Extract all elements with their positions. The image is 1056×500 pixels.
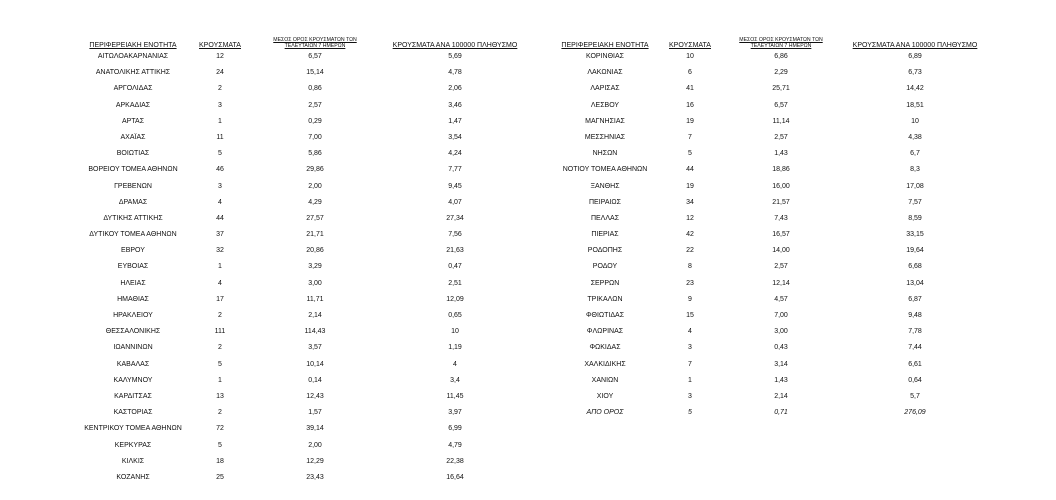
avg7-cell: 21,57 [772, 198, 790, 206]
region-cell: ΜΑΓΝΗΣΙΑΣ [585, 117, 625, 125]
avg7-cell: 4,29 [308, 198, 322, 206]
table-row [48, 357, 516, 373]
cases-cell: 72 [216, 425, 224, 433]
cases-cell: 42 [686, 231, 694, 239]
table-row [520, 162, 980, 178]
avg7-cell: 3,00 [308, 279, 322, 287]
avg7-cell: 3,57 [308, 344, 322, 352]
header-region: ΠΕΡΙΦΕΡΕΙΑΚΗ ΕΝΟΤΗΤΑ [561, 42, 649, 49]
avg7-cell: 18,86 [772, 166, 790, 174]
per100k-cell: 0,47 [448, 263, 462, 271]
per100k-cell: 2,06 [448, 85, 462, 93]
per100k-cell: 17,08 [906, 182, 924, 190]
cases-cell: 13 [216, 392, 224, 400]
per100k-cell: 6,87 [908, 295, 922, 303]
avg7-cell: 12,29 [306, 457, 324, 465]
cases-cell: 18 [216, 457, 224, 465]
avg7-cell: 0,43 [774, 344, 788, 352]
header-avg7-line2: ΤΕΛΕΥΤΑΙΩΝ 7 ΗΜΕΡΩΝ [284, 43, 346, 49]
avg7-cell: 3,14 [774, 360, 788, 368]
per100k-cell: 6,61 [908, 360, 922, 368]
header-avg7-line2: ΤΕΛΕΥΤΑΙΩΝ 7 ΗΜΕΡΩΝ [750, 43, 812, 49]
cases-cell: 32 [216, 247, 224, 255]
per100k-cell: 7,56 [448, 231, 462, 239]
table-row [520, 146, 980, 162]
region-cell: ΦΛΩΡΙΝΑΣ [586, 328, 624, 336]
header-per100k: ΚΡΟΥΣΜΑΤΑ ΑΝΑ 100000 ΠΛΗΘΥΣΜΟ [852, 42, 978, 49]
region-cell: ΧΙΟΥ [596, 392, 614, 400]
table-row [520, 292, 980, 308]
region-cell: ΑΡΓΟΛΙΔΑΣ [113, 85, 153, 93]
cases-cell: 3 [218, 101, 222, 109]
region-cell: ΝΗΣΩΝ [592, 150, 618, 158]
region-cell: ΓΡΕΒΕΝΩΝ [114, 182, 152, 190]
per100k-cell: 1,47 [448, 117, 462, 125]
avg7-cell: 4,57 [774, 295, 788, 303]
per100k-cell: 10 [911, 117, 919, 125]
table-row [520, 340, 980, 356]
per100k-cell: 6,73 [908, 69, 922, 77]
avg7-cell: 25,71 [772, 85, 790, 93]
region-cell: ΞΑΝΘΗΣ [590, 182, 620, 190]
cases-cell: 3 [688, 392, 692, 400]
per100k-cell: 1,19 [448, 344, 462, 352]
region-cell: ΕΥΒΟΙΑΣ [117, 263, 149, 271]
per100k-cell: 5,7 [910, 392, 920, 400]
avg7-cell: 1,43 [774, 376, 788, 384]
region-cell: ΗΛΕΙΑΣ [120, 279, 146, 287]
per100k-cell: 22,38 [446, 457, 464, 465]
cases-cell: 37 [216, 231, 224, 239]
avg7-cell: 7,00 [308, 133, 322, 141]
avg7-cell: 1,43 [774, 150, 788, 158]
per100k-cell: 9,48 [908, 312, 922, 319]
header-region: ΠΕΡΙΦΕΡΕΙΑΚΗ ΕΝΟΤΗΤΑ [89, 42, 177, 49]
avg7-cell: 3,29 [308, 263, 322, 271]
region-cell: ΣΕΡΡΩΝ [590, 279, 620, 287]
per100k-cell: 2,51 [448, 279, 462, 287]
per100k-cell: 6,99 [448, 425, 462, 433]
cases-cell: 12 [216, 53, 224, 60]
cases-table-left [48, 32, 516, 486]
avg7-cell: 21,71 [306, 231, 324, 239]
per100k-cell: 4,24 [448, 150, 462, 158]
cases-cell: 3 [218, 182, 222, 190]
region-cell: ΑΙΤΩΛΟΑΚΑΡΝΑΝΙΑΣ [97, 53, 169, 60]
region-cell: ΛΕΣΒΟΥ [590, 101, 620, 109]
header-avg7-line1: ΜΕΣΟΣ ΟΡΟΣ ΚΡΟΥΣΜΑΤΩΝ ΤΩΝ [739, 37, 823, 43]
cases-table-right [520, 32, 980, 421]
per100k-cell: 14,42 [906, 85, 924, 93]
per100k-cell: 6,7 [910, 150, 920, 158]
per100k-cell: 7,57 [908, 198, 922, 206]
header-cases: ΚΡΟΥΣΜΑΤΑ [669, 42, 711, 49]
table-row [48, 373, 516, 389]
cases-cell: 44 [686, 166, 694, 174]
cases-cell: 10 [686, 53, 694, 60]
cases-cell: 8 [688, 263, 692, 271]
table-row [520, 389, 980, 405]
avg7-cell: 0,86 [308, 85, 322, 93]
per100k-cell: 4,78 [448, 69, 462, 77]
table-row [48, 162, 516, 178]
cases-cell: 23 [686, 279, 694, 287]
cases-cell: 1 [688, 376, 692, 384]
region-cell: ΚΙΛΚΙΣ [121, 457, 145, 465]
avg7-cell: 2,57 [774, 133, 788, 141]
cases-cell: 2 [218, 344, 222, 352]
cases-cell: 1 [218, 117, 222, 125]
per100k-cell: 3,54 [448, 133, 462, 141]
table-row [48, 179, 516, 195]
per100k-cell: 6,89 [908, 53, 922, 60]
per100k-cell: 0,65 [448, 312, 462, 319]
region-cell: ΒΟΡΕΙΟΥ ΤΟΜΕΑ ΑΘΗΝΩΝ [88, 166, 178, 174]
cases-cell: 44 [216, 214, 224, 222]
per100k-cell: 19,64 [906, 247, 924, 255]
table-row [520, 114, 980, 130]
avg7-cell: 10,14 [306, 360, 324, 368]
region-cell: ΝΟΤΙΟΥ ΤΟΜΕΑ ΑΘΗΝΩΝ [562, 166, 648, 174]
avg7-cell: 2,29 [774, 69, 788, 77]
cases-cell: 4 [218, 198, 222, 206]
table-row [48, 195, 516, 211]
cases-cell: 34 [686, 198, 694, 206]
cases-cell: 4 [688, 328, 692, 336]
cases-cell: 41 [686, 85, 694, 93]
region-cell: ΚΑΡΔΙΤΣΑΣ [114, 392, 152, 400]
cases-cell: 3 [688, 344, 692, 352]
avg7-cell: 11,14 [772, 117, 790, 125]
region-cell: ΚΑΣΤΟΡΙΑΣ [113, 409, 153, 417]
region-cell: ΚΑΒΑΛΑΣ [116, 360, 150, 368]
cases-cell: 7 [688, 133, 692, 141]
region-cell: ΠΙΕΡΙΑΣ [591, 231, 619, 239]
per100k-cell: 13,04 [906, 279, 924, 287]
avg7-cell: 29,86 [306, 166, 324, 174]
cases-cell: 7 [688, 360, 692, 368]
cases-cell: 11 [216, 133, 224, 141]
avg7-cell: 6,57 [308, 53, 322, 60]
table-row [48, 276, 516, 292]
table-row [48, 292, 516, 308]
region-cell: ΚΟΡΙΝΘΙΑΣ [586, 53, 624, 60]
table-header [520, 32, 980, 49]
table-row [48, 49, 516, 65]
region-cell: ΚΑΛΥΜΝΟΥ [113, 376, 153, 384]
cases-cell: 2 [218, 409, 222, 417]
avg7-cell: 20,86 [306, 247, 324, 255]
per100k-cell: 8,59 [908, 214, 922, 222]
per100k-cell: 7,78 [908, 328, 922, 336]
cases-cell: 111 [214, 328, 226, 336]
region-cell: ΚΟΖΑΝΗΣ [116, 473, 150, 481]
cases-cell: 1 [218, 263, 222, 271]
avg7-cell: 6,86 [774, 53, 788, 60]
per100k-cell: 18,51 [906, 101, 924, 109]
region-cell: ΦΘΙΩΤΙΔΑΣ [585, 312, 625, 319]
region-cell: ΗΡΑΚΛΕΙΟΥ [113, 312, 153, 319]
table-row [48, 308, 516, 324]
per100k-cell: 3,4 [450, 376, 460, 384]
table-body-left [48, 49, 516, 486]
table-row [520, 243, 980, 259]
table-row [48, 81, 516, 97]
cases-cell: 5 [218, 150, 222, 158]
cases-cell: 2 [218, 312, 222, 319]
per100k-cell: 5,69 [448, 53, 462, 60]
avg7-cell: 0,14 [308, 376, 322, 384]
avg7-cell: 11,71 [306, 295, 324, 303]
per100k-cell: 16,64 [446, 473, 464, 481]
cases-cell: 12 [686, 214, 694, 222]
table-row [520, 357, 980, 373]
per100k-cell: 10 [451, 328, 459, 336]
table-row [48, 243, 516, 259]
table-row [520, 211, 980, 227]
region-cell: ΚΕΝΤΡΙΚΟΥ ΤΟΜΕΑ ΑΘΗΝΩΝ [84, 425, 182, 433]
cases-cell: 9 [688, 295, 692, 303]
avg7-cell: 3,00 [774, 328, 788, 336]
region-cell: ΑΡΤΑΣ [121, 117, 145, 125]
region-cell: ΡΟΔΟΥ [592, 263, 618, 271]
table-row [48, 211, 516, 227]
cases-cell: 25 [216, 473, 224, 481]
cases-cell: 5 [218, 441, 222, 449]
table-row [520, 276, 980, 292]
region-cell: ΡΟΔΟΠΗΣ [587, 247, 623, 255]
cases-cell: 5 [218, 360, 222, 368]
table-row [48, 146, 516, 162]
header-avg7 [736, 37, 826, 49]
region-cell: ΠΕΛΛΑΣ [590, 214, 620, 222]
region-cell: ΔΥΤΙΚΟΥ ΤΟΜΕΑ ΑΘΗΝΩΝ [89, 231, 177, 239]
avg7-cell: 0,71 [774, 409, 788, 417]
avg7-cell: 0,29 [308, 117, 322, 125]
cases-cell: 15 [686, 312, 694, 319]
table-row [48, 98, 516, 114]
table-row [48, 130, 516, 146]
per100k-cell: 4,07 [448, 198, 462, 206]
cases-cell: 46 [216, 166, 224, 174]
avg7-cell: 16,00 [772, 182, 790, 190]
region-cell: ΘΕΣΣΑΛΟΝΙΚΗΣ [105, 328, 161, 336]
cases-cell: 16 [686, 101, 694, 109]
table-row [520, 98, 980, 114]
table-row [520, 49, 980, 65]
per100k-cell: 12,09 [446, 295, 464, 303]
per100k-cell: 8,3 [910, 166, 920, 174]
region-cell: ΔΥΤΙΚΗΣ ΑΤΤΙΚΗΣ [103, 214, 163, 222]
avg7-cell: 2,57 [774, 263, 788, 271]
table-row [520, 405, 980, 421]
table-row [48, 259, 516, 275]
table-row [520, 227, 980, 243]
per100k-cell: 4,79 [448, 441, 462, 449]
header-avg7-line1: ΜΕΣΟΣ ΟΡΟΣ ΚΡΟΥΣΜΑΤΩΝ ΤΩΝ [273, 37, 357, 43]
per100k-cell: 276,09 [904, 409, 926, 417]
avg7-cell: 2,00 [308, 182, 322, 190]
avg7-cell: 5,86 [308, 150, 322, 158]
table-row [520, 259, 980, 275]
avg7-cell: 7,43 [774, 214, 788, 222]
table-row [520, 195, 980, 211]
table-body-right [520, 49, 980, 421]
avg7-cell: 2,57 [308, 101, 322, 109]
cases-cell: 1 [218, 376, 222, 384]
table-row [48, 454, 516, 470]
region-cell: ΗΜΑΘΙΑΣ [117, 295, 149, 303]
header-avg7 [270, 37, 360, 49]
header-per100k: ΚΡΟΥΣΜΑΤΑ ΑΝΑ 100000 ΠΛΗΘΥΣΜΟ [392, 42, 518, 49]
region-cell: ΤΡΙΚΑΛΩΝ [587, 295, 623, 303]
cases-cell: 4 [218, 279, 222, 287]
cases-cell: 24 [216, 69, 224, 77]
table-row [520, 324, 980, 340]
table-row [48, 65, 516, 81]
region-cell: ΙΩΑΝΝΙΝΩΝ [113, 344, 153, 352]
avg7-cell: 1,57 [308, 409, 322, 417]
per100k-cell: 27,34 [446, 214, 464, 222]
per100k-cell: 33,15 [906, 231, 924, 239]
avg7-cell: 16,57 [772, 231, 790, 239]
table-row [48, 405, 516, 421]
table-header [48, 32, 516, 49]
per100k-cell: 0,64 [908, 376, 922, 384]
table-row [48, 438, 516, 454]
per100k-cell: 4 [453, 360, 457, 368]
table-row [520, 130, 980, 146]
cases-cell: 5 [688, 150, 692, 158]
avg7-cell: 2,14 [308, 312, 322, 319]
region-cell: ΛΑΚΩΝΙΑΣ [587, 69, 623, 77]
per100k-cell: 3,97 [448, 409, 462, 417]
avg7-cell: 7,00 [774, 312, 788, 319]
region-cell: ΔΡΑΜΑΣ [118, 198, 148, 206]
avg7-cell: 15,14 [306, 69, 324, 77]
per100k-cell: 7,44 [908, 344, 922, 352]
table-row [520, 65, 980, 81]
table-row [48, 114, 516, 130]
per100k-cell: 3,46 [448, 101, 462, 109]
region-cell: ΜΕΣΣΗΝΙΑΣ [584, 133, 626, 141]
avg7-cell: 12,14 [772, 279, 790, 287]
avg7-cell: 6,57 [774, 101, 788, 109]
table-row [48, 389, 516, 405]
cases-cell: 19 [686, 117, 694, 125]
avg7-cell: 27,57 [306, 214, 324, 222]
region-cell: ΠΕΙΡΑΙΩΣ [589, 198, 621, 206]
avg7-cell: 12,43 [306, 392, 324, 400]
avg7-cell: 39,14 [306, 425, 324, 433]
table-row [48, 340, 516, 356]
region-cell: ΛΑΡΙΣΑΣ [590, 85, 620, 93]
table-row [520, 373, 980, 389]
per100k-cell: 11,45 [446, 392, 464, 400]
cases-cell: 6 [688, 69, 692, 77]
region-cell: ΑΝΑΤΟΛΙΚΗΣ ΑΤΤΙΚΗΣ [95, 69, 171, 77]
region-cell: ΕΒΡΟΥ [121, 247, 145, 255]
cases-cell: 19 [686, 182, 694, 190]
table-row [48, 227, 516, 243]
avg7-cell: 2,00 [308, 441, 322, 449]
region-cell: ΧΑΛΚΙΔΙΚΗΣ [584, 360, 626, 368]
region-cell: ΦΩΚΙΔΑΣ [589, 344, 621, 352]
region-cell: ΚΕΡΚΥΡΑΣ [114, 441, 152, 449]
per100k-cell: 9,45 [448, 182, 462, 190]
table-row [520, 81, 980, 97]
table-row [520, 308, 980, 324]
table-row [48, 421, 516, 437]
avg7-cell: 14,00 [772, 247, 790, 255]
region-cell: ΑΧΑΪΑΣ [120, 133, 146, 141]
region-cell: ΧΑΝΙΩΝ [591, 376, 619, 384]
avg7-cell: 23,43 [306, 473, 324, 481]
region-cell: ΑΡΚΑΔΙΑΣ [115, 101, 151, 109]
table-row [520, 179, 980, 195]
table-row [48, 470, 516, 486]
avg7-cell: 2,14 [774, 392, 788, 400]
region-cell: ΒΟΙΩΤΙΑΣ [116, 150, 150, 158]
per100k-cell: 6,68 [908, 263, 922, 271]
cases-cell: 22 [686, 247, 694, 255]
per100k-cell: 7,77 [448, 166, 462, 174]
per100k-cell: 4,38 [908, 133, 922, 141]
table-row [48, 324, 516, 340]
cases-cell: 17 [216, 295, 224, 303]
avg7-cell: 114,43 [304, 328, 326, 336]
cases-cell: 2 [218, 85, 222, 93]
header-cases: ΚΡΟΥΣΜΑΤΑ [199, 42, 241, 49]
cases-cell: 5 [688, 409, 692, 417]
region-cell: ΑΠΟ ΟΡΟΣ [586, 409, 624, 417]
per100k-cell: 21,63 [446, 247, 464, 255]
